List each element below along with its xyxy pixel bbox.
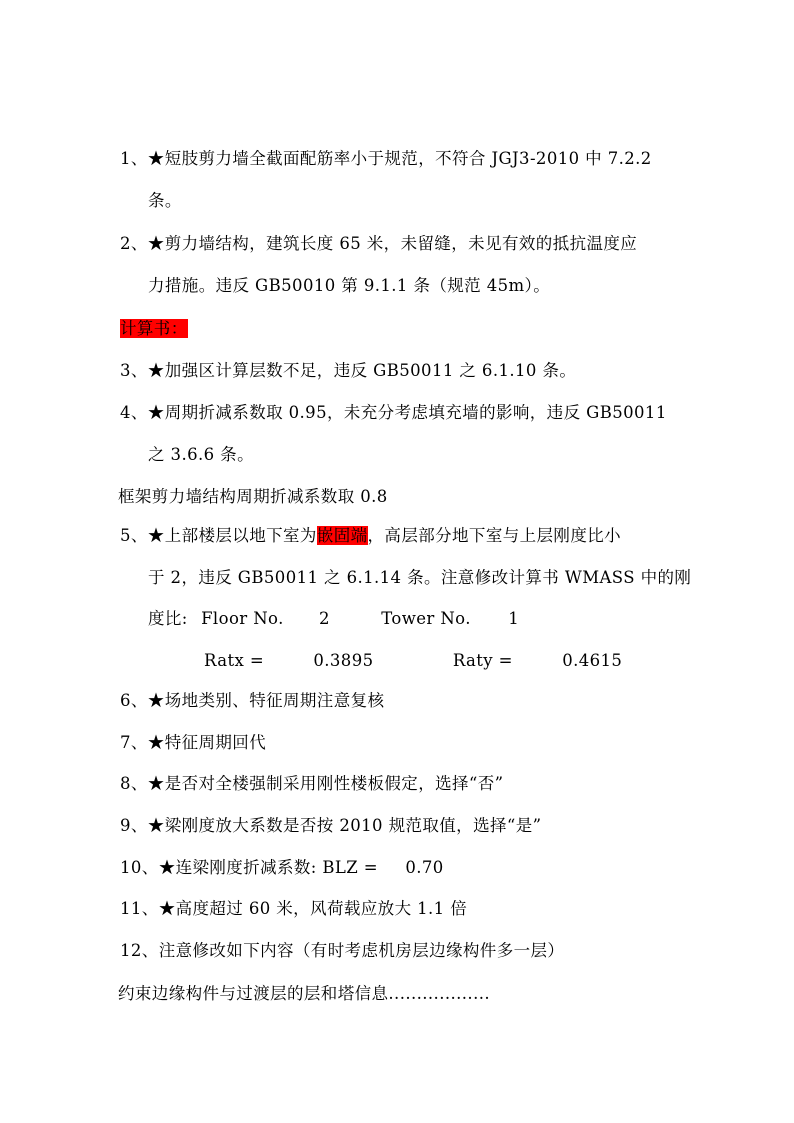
item-10 bbox=[120, 856, 444, 880]
tower-label: Tower No. bbox=[381, 609, 471, 628]
ratx-value: 0.3895 bbox=[313, 651, 374, 670]
item-11: 11、★高度超过 60 米，风荷载应放大 1.1 倍 bbox=[120, 899, 468, 918]
item-4-line-2: 之 3.6.6 条。 bbox=[148, 445, 254, 464]
floor-label: Floor No. bbox=[201, 609, 284, 628]
item-5-line-1 bbox=[120, 524, 621, 548]
item-8: 8、★是否对全楼强制采用刚性楼板假定，选择“否” bbox=[120, 774, 504, 793]
item-7: 7、★特征周期回代 bbox=[120, 733, 267, 752]
frame-note: 框架剪力墙结构周期折减系数取 0.8 bbox=[118, 487, 388, 506]
calc-heading-highlight: 计算书： bbox=[120, 319, 188, 338]
stiffness-label: 度比: bbox=[148, 609, 188, 628]
embed-end-highlight: 嵌固端 bbox=[316, 526, 368, 545]
item-3: 3、★加强区计算层数不足，违反 GB50011 之 6.1.10 条。 bbox=[120, 361, 577, 380]
item-2-line-2: 力措施。违反 GB50010 第 9.1.1 条（规范 45m）。 bbox=[148, 276, 551, 295]
blz-value: 0.70 bbox=[405, 858, 444, 877]
item-5-ratio-row bbox=[204, 649, 622, 673]
raty-value: 0.4615 bbox=[562, 651, 623, 670]
tower-value: 1 bbox=[508, 609, 520, 628]
item-4-line-1: 4、★周期折减系数取 0.95，未充分考虑填充墙的影响，违反 GB50011 bbox=[120, 403, 667, 422]
ratx-label: Ratx = bbox=[204, 651, 265, 670]
calc-heading bbox=[120, 317, 188, 341]
item-6: 6、★场地类别、特征周期注意复核 bbox=[120, 691, 385, 710]
blz-label: 10、★连梁刚度折减系数: BLZ = bbox=[120, 858, 379, 877]
item-5-stiffness-row bbox=[148, 607, 519, 631]
item-9: 9、★梁刚度放大系数是否按 2010 规范取值，选择“是” bbox=[120, 816, 542, 835]
item-1-line-1: 1、★短肢剪力墙全截面配筋率小于规范，不符合 JGJ3-2010 中 7.2.2 bbox=[120, 149, 652, 168]
floor-value: 2 bbox=[319, 609, 330, 628]
item-2-line-1: 2、★剪力墙结构，建筑长度 65 米，未留缝，未见有效的抵抗温度应 bbox=[120, 234, 638, 253]
last-line: 约束边缘构件与过渡层的层和塔信息.................. bbox=[118, 984, 491, 1003]
item-5-line-2: 于 2，违反 GB50011 之 6.1.14 条。注意修改计算书 WMASS 中的刚 bbox=[148, 568, 692, 587]
item-1-line-2: 条。 bbox=[148, 191, 182, 210]
item-5-text-pre: 5、★上部楼层以地下室为 bbox=[120, 526, 317, 545]
item-5-text-post: ，高层部分地下室与上层刚度比小 bbox=[367, 526, 622, 545]
raty-label: Raty = bbox=[452, 651, 513, 670]
item-12: 12、注意修改如下内容（有时考虑机房层边缘构件多一层） bbox=[120, 941, 565, 960]
